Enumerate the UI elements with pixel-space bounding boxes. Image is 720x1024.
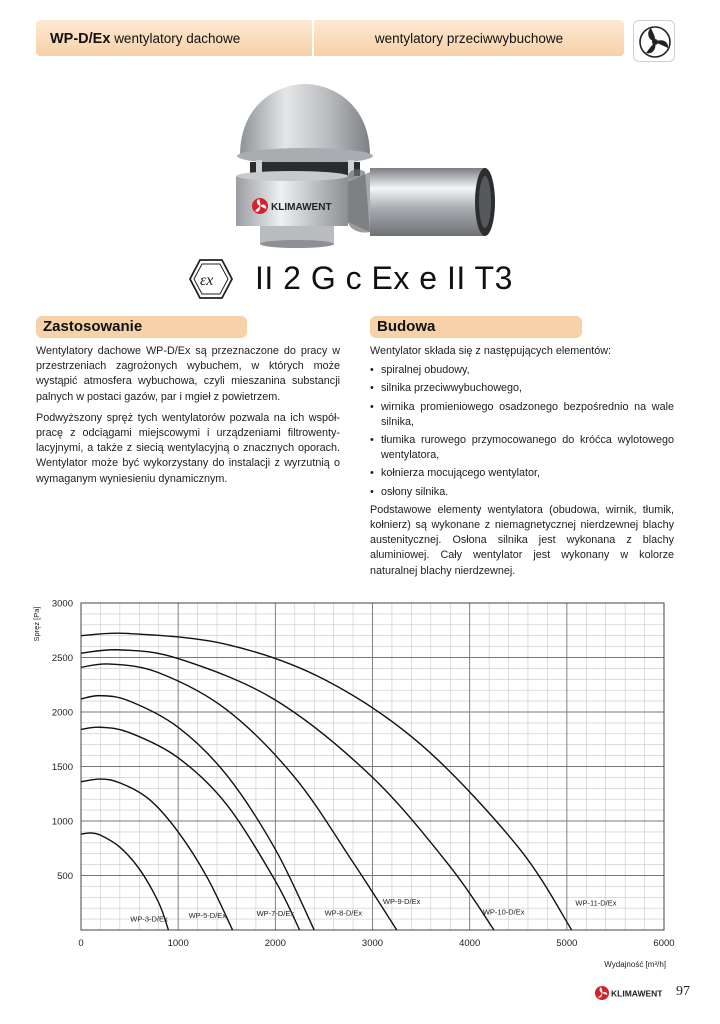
fan-icon bbox=[633, 20, 675, 62]
product-image bbox=[200, 72, 510, 258]
section-title-zastosowanie: Zastosowanie bbox=[36, 316, 247, 338]
zastosowanie-text bbox=[36, 344, 340, 493]
y-tick-label: 500 bbox=[57, 871, 73, 882]
list-item: • kołnierza mocującego wentylator, bbox=[370, 466, 674, 481]
klimawent-logo bbox=[594, 984, 662, 1002]
header-model: WP-D/Ex bbox=[50, 31, 111, 47]
x-tick-label: 1000 bbox=[167, 938, 189, 949]
curve-label-wp-9-d-ex: WP-9-D/Ex bbox=[382, 896, 421, 906]
y-axis-label: Spręż [Pa] bbox=[32, 606, 41, 642]
curve-label-wp-8-d-ex: WP-8-D/Ex bbox=[324, 908, 363, 918]
list-item: • osłony silnika. bbox=[370, 485, 674, 500]
curve-label-wp-11-d-ex: WP-11-D/Ex bbox=[575, 898, 617, 908]
x-tick-label: 4000 bbox=[459, 938, 481, 949]
curve-label-wp-3-d-ex: WP-3-D/Ex bbox=[130, 914, 168, 924]
curve-label-wp-7-d-ex: WP-7-D/Ex bbox=[256, 908, 295, 918]
curve-label-wp-10-d-ex: WP-10-D/Ex bbox=[482, 907, 525, 917]
list-item: • silnika przeciwwybuchowego, bbox=[370, 381, 674, 396]
list-item: • wirnika promieniowego osadzonego bezpośrednio na wale silnika, bbox=[370, 400, 674, 430]
component-list bbox=[370, 363, 674, 500]
header-title bbox=[36, 20, 312, 56]
footer-logo-text: KLIMAWENT bbox=[611, 988, 662, 999]
page-header bbox=[36, 20, 624, 56]
header-subtitle: wentylatory dachowe bbox=[114, 31, 241, 46]
curve-label-wp-5-d-ex: WP-5-D/Ex bbox=[188, 911, 227, 921]
y-tick-label: 1500 bbox=[51, 762, 73, 773]
budowa-intro: Wentylator składa się z następujących elementów: bbox=[370, 345, 612, 357]
y-tick-label: 2000 bbox=[51, 707, 73, 719]
page-number: 97 bbox=[676, 984, 690, 999]
atex-code: II 2 G c Ex e II T3 bbox=[255, 260, 513, 296]
x-tick-label: 3000 bbox=[361, 938, 384, 949]
x-tick-label: 6000 bbox=[653, 938, 675, 949]
x-tick-label: 2000 bbox=[264, 938, 286, 949]
header-category: wentylatory przeciwwybuchowe bbox=[374, 31, 564, 46]
list-item: • spiralnej obudowy, bbox=[370, 363, 674, 378]
y-tick-label: 2500 bbox=[51, 653, 73, 664]
paragraph: Podwyższony spręż tych wentylatorów pozwala na ich współ- pracę z odciągami miejscowymi i urządzeniami filtrowenty- lacyjnymi, a także z siecią wentylacyjną o znacznych oporach. Wentylator może być wykorzystany do instalacji z wyrzutnią o wymaganym wyniesieniu dynamicznym. bbox=[36, 411, 340, 485]
svg-text:εx: εx bbox=[200, 272, 214, 289]
budowa-text bbox=[370, 344, 674, 579]
x-axis-label: Wydajność [m³/h] bbox=[604, 960, 666, 969]
x-tick-label: 5000 bbox=[556, 938, 578, 949]
list-item: • tłumika rurowego przymocowanego do króćca wylotowego wentylatora, bbox=[370, 433, 674, 463]
product-logo: KLIMAWENT bbox=[271, 202, 332, 213]
y-tick-label: 3000 bbox=[51, 598, 73, 610]
x-tick-label: 0 bbox=[78, 938, 84, 949]
ex-hexagon-icon bbox=[188, 258, 234, 300]
paragraph: Wentylatory dachowe WP-D/Ex są przeznaczone do pracy w przestrzeniach zagrożonych wybuchem, w których może wystąpić atmosfera wybuchowa, czyli mieszanina substancji palnych w postaci gazów, par i mgieł z powietrzem. bbox=[36, 345, 340, 403]
y-tick-label: 1000 bbox=[51, 816, 73, 828]
section-title-budowa: Budowa bbox=[370, 316, 582, 338]
performance-chart bbox=[0, 590, 720, 980]
budowa-outro: Podstawowe elementy wentylatora (obudowa, wirnik, tłumik, kołnierz) są wykonane z niemagnetycznej nierdzewnej blachy austenitycznej. Osłona silnika jest wykonana z blachy aluminiowej. Cały wentylator jest wykonany w kolorze naturalnej blachy nierdzewnej. bbox=[370, 503, 674, 577]
